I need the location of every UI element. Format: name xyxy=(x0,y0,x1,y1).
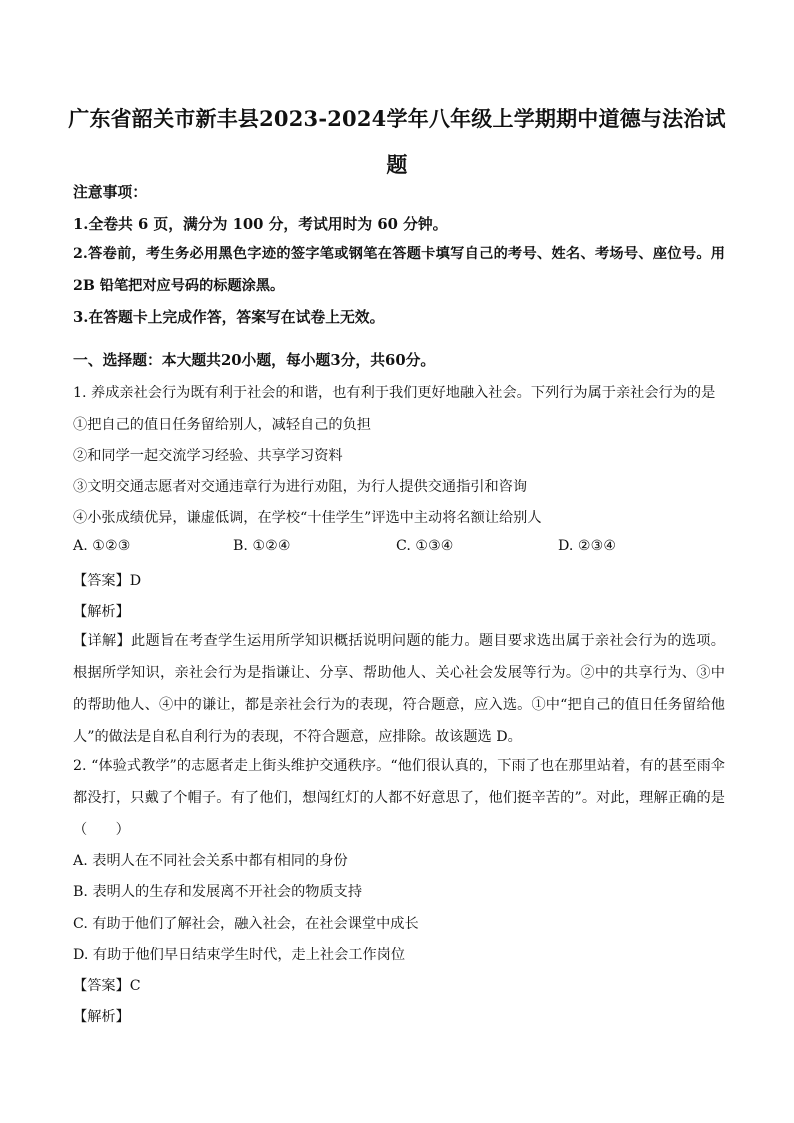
question-2-option-a: A. 表明人在不同社会关系中都有相同的身份 xyxy=(73,853,348,869)
section-heading: 一、选择题：本大题共20小题，每小题3分，共60分。 xyxy=(73,352,436,369)
question-2-option-b: B. 表明人的生存和发展离不开社会的物质支持 xyxy=(73,884,363,900)
question-2-option-c: C. 有助于他们了解社会，融入社会，在社会课堂中成长 xyxy=(73,916,419,932)
question-1-option-a: A. ①②③ xyxy=(73,538,131,554)
question-2-analysis-label: 【解析】 xyxy=(73,1009,130,1025)
notice-heading: 注意事项： xyxy=(73,184,147,201)
question-2-answer: 【答案】C xyxy=(73,978,141,994)
question-1-option-c: C. ①③④ xyxy=(396,538,454,554)
question-2-option-d: D. 有助于他们早日结束学生时代，走上社会工作岗位 xyxy=(73,947,406,963)
question-1-statement-1: ①把自己的值日任务留给别人，减轻自己的负担 xyxy=(73,417,371,433)
question-1-option-d: D. ②③④ xyxy=(558,538,617,554)
question-2-stem: 2. “体验式教学”的志愿者走上街头维护交通秩序。“他们很认真的，下雨了也在那里站着，有的甚至雨伞都没打，只戴了个帽子。有了他们，想闯红灯的人都不好意思了，他们挺辛苦的”。对此，理解正确的是（ ） xyxy=(73,758,725,838)
question-1-statement-3: ③文明交通志愿者对交通违章行为进行劝阻，为行人提供交通指引和咨询 xyxy=(73,479,528,495)
question-1-statement-4: ④小张成绩优异，谦虚低调，在学校“十佳学生”评选中主动将名额让给别人 xyxy=(73,510,542,526)
question-1-statement-2: ②和同学一起交流学习经验、共享学习资料 xyxy=(73,448,343,464)
page-title: 广东省韶关市新丰县2023-2024学年八年级上学期期中道德与法治试题 xyxy=(68,106,726,177)
notice-item-1: 1.全卷共 6 页，满分为 100 分，考试用时为 60 分钟。 xyxy=(73,216,448,233)
notice-item-2: 2.答卷前，考生务必用黑色字迹的签字笔或钢笔在答题卡填写自己的考号、姓名、考场号、座位号。用 2B 铅笔把对应号码的标题涂黑。 xyxy=(73,246,725,294)
question-1-stem: 1. 养成亲社会行为既有利于社会的和谐，也有利于我们更好地融入社会。下列行为属于亲社会行为的是 xyxy=(73,385,716,401)
question-1-option-b: B. ①②④ xyxy=(233,538,291,554)
question-1-answer: 【答案】D xyxy=(73,573,142,589)
question-1-detail: 【详解】此题旨在考查学生运用所学知识概括说明问题的能力。题目要求选出属于亲社会行为的选项。根据所学知识，亲社会行为是指谦让、分享、帮助他人、关心社会发展等行为。②中的共享行为、③中的帮助他人、④中的谦让，都是亲社会行为的表现，符合题意，应入选。①中“把自己的值日任务留给他人”的做法是自私自利行为的表现，不符合题意，应排除。故该题选 D。 xyxy=(73,633,725,745)
notice-item-3: 3.在答题卡上完成作答，答案写在试卷上无效。 xyxy=(73,309,385,326)
question-1-analysis-label: 【解析】 xyxy=(73,604,130,620)
